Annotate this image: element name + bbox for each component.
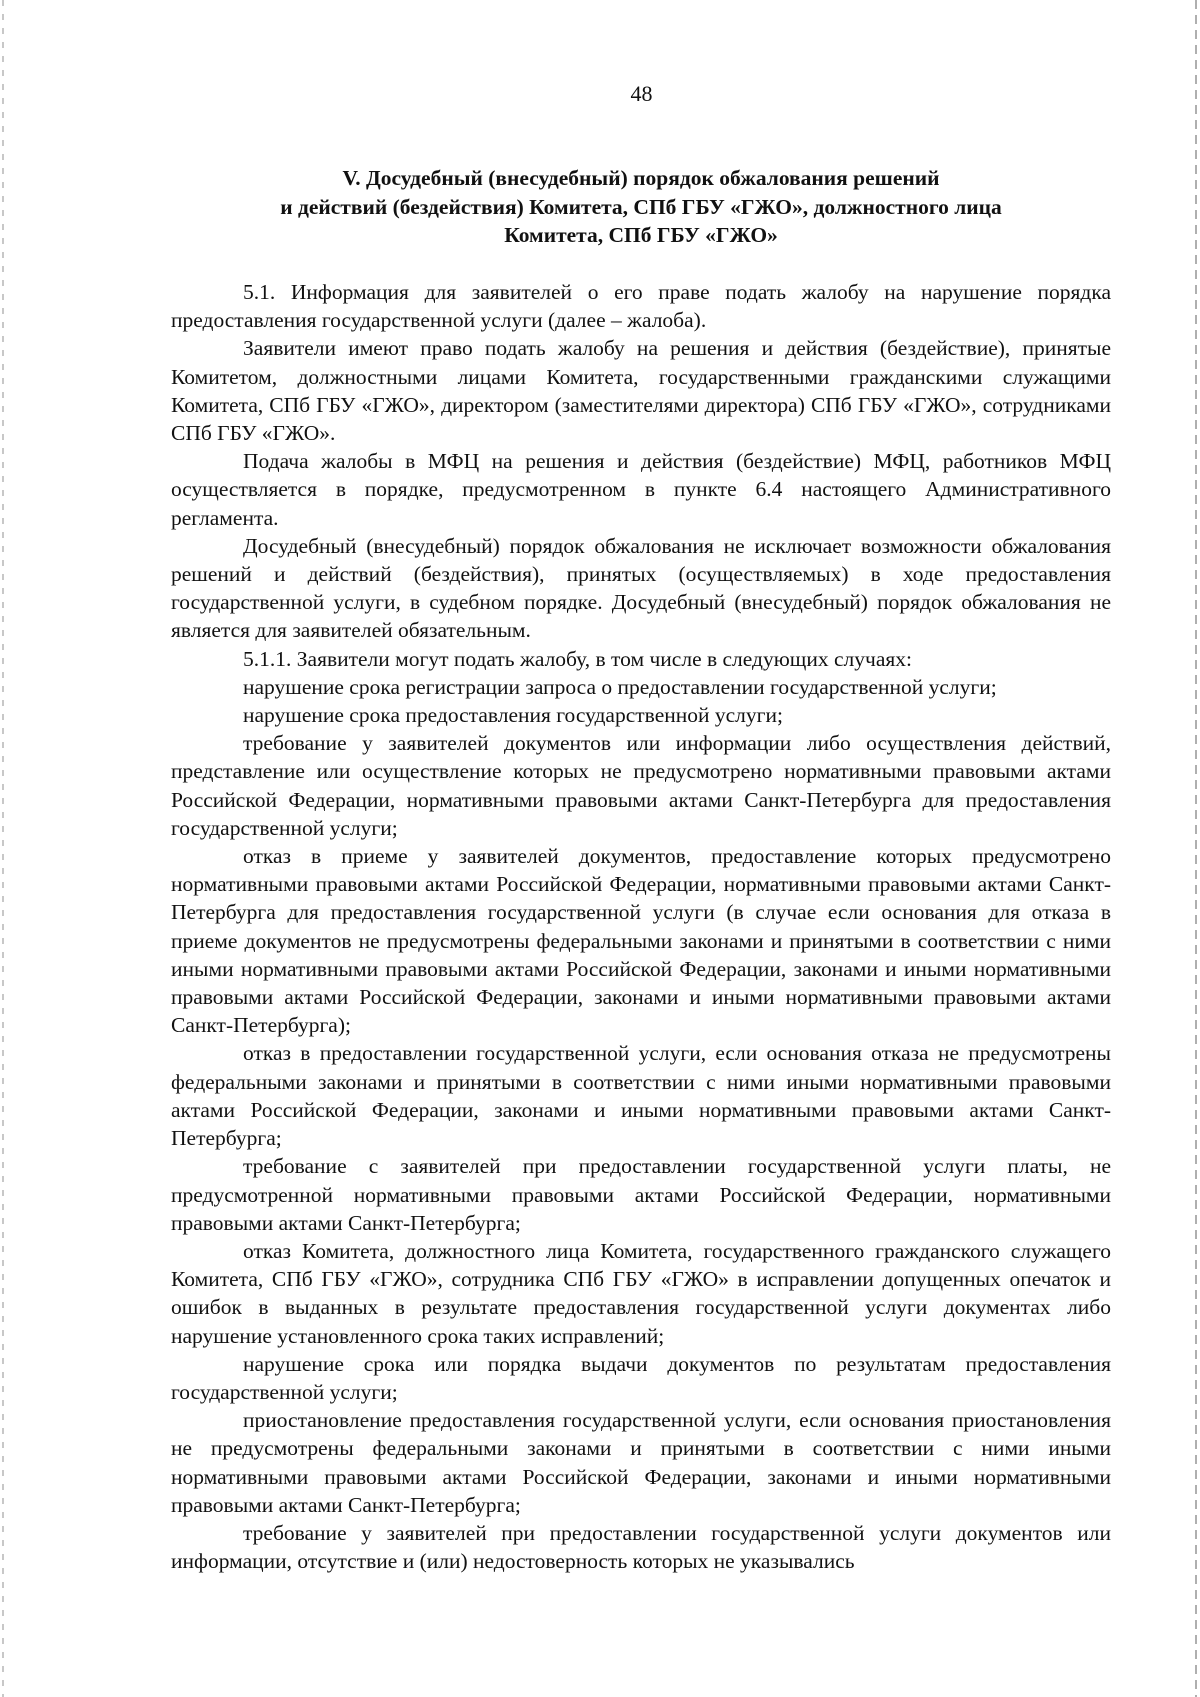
paragraph-mfc-complaint: Подача жалобы в МФЦ на решения и действия (бездействие) МФЦ, работников МФЦ осуществляется в порядке, предусмотренном в пункте 6.4 настоящего Административного регламента. <box>171 449 1111 530</box>
list-item-refusal-acceptance: отказ в приеме у заявителей документов, предоставление которых предусмотрено нормативными правовыми актами Российской Федерации, нормативными правовыми актами Санкт-Петербурга для предоставления государственной услуги (в случае если основания для отказа в приеме документов не предусмотрены федеральными законами и принятыми в соответствии с ними иными нормативными правовыми актами Российской Федерации, законами и иными нормативными правовыми актами Российской Федерации, законами и иными нормативными правовыми актами Санкт-Петербурга); <box>171 844 1111 1038</box>
paragraph-5-1-1: 5.1.1. Заявители могут подать жалобу, в том числе в следующих случаях: <box>243 646 912 671</box>
page-number: 48 <box>630 81 653 106</box>
list-item-fee-demand: требование с заявителей при предоставлении государственной услуги платы, не предусмотренной нормативными правовыми актами Российской Федерации, нормативными правовыми актами Санкт-Петербурга; <box>171 1154 1111 1235</box>
list-item-provision-term: нарушение срока предоставления государственной услуги; <box>243 703 783 728</box>
heading-line-2: и действий (бездействия) Комитета, СПб ГБУ «ГЖО», должностного лица <box>280 194 1002 219</box>
list-item-refusal-provision: отказ в предоставлении государственной услуги, если основания отказа не предусмотрены федеральными законами и принятыми в соответствии с ними иными нормативными правовыми актами Российской Федерации, законами и иными нормативными правовыми актами Санкт-Петербурга; <box>171 1041 1111 1151</box>
paragraph-judicial-procedure: Досудебный (внесудебный) порядок обжалования не исключает возможности обжалования решений и действий (бездействия), принятых (осуществляемых) в ходе предоставления государственной услуги, в судебном порядке. Досудебный (внесудебный) порядок обжалования не является для заявителей обязательным. <box>171 533 1111 643</box>
heading-line-3: Комитета, СПб ГБУ «ГЖО» <box>504 223 778 247</box>
scan-edge-right <box>1195 0 1197 1697</box>
section-heading <box>170 164 1112 250</box>
paragraph-right-to-complain: Заявители имеют право подать жалобу на решения и действия (бездействие), принятые Комитетом, должностными лицами Комитета, государственными гражданскими служащими Комитета, СПб ГБУ «ГЖО», директором (заместителями директора) СПб ГБУ «ГЖО», сотрудниками СПб ГБУ «ГЖО». <box>171 336 1111 446</box>
paragraph-5-1: 5.1. Информация для заявителей о его праве подать жалобу на нарушение порядка предоставления государственной услуги (далее – жалоба). <box>171 280 1111 333</box>
list-item-suspension: приостановление предоставления государственной услуги, если основания приостановления не предусмотрены федеральными законами и принятыми в соответствии с ними иными нормативными правовыми актами Российской Федерации, законами и иными нормативными правовыми актами Санкт-Петербурга; <box>171 1408 1111 1517</box>
list-item-issuance-violation: нарушение срока или порядка выдачи документов по результатам предоставления государственной услуги; <box>171 1351 1111 1404</box>
scan-edge-left <box>2 0 4 1697</box>
list-item-missing-documents: требование у заявителей при предоставлении государственной услуги документов или информации, отсутствие и (или) недостоверность которых не указывались <box>171 1520 1111 1574</box>
list-item-correction-refusal: отказ Комитета, должностного лица Комитета, государственного гражданского служащего Комитета, СПб ГБУ «ГЖО», сотрудника СПб ГБУ «ГЖО» в исправлении допущенных опечаток и ошибок в выданных в результате предоставления государственной услуги документах либо нарушение установленного срока таких исправлений; <box>171 1238 1111 1348</box>
document-body <box>171 278 1111 1575</box>
list-item-registration-term: нарушение срока регистрации запроса о предоставлении государственной услуги; <box>243 674 997 699</box>
list-item-document-demand: требование у заявителей документов или информации либо осуществления действий, представление или осуществление которых не предусмотрено нормативными правовыми актами Российской Федерации, нормативными правовыми актами Санкт-Петербурга для предоставления государственной услуги; <box>171 731 1111 840</box>
heading-line-1: V. Досудебный (внесудебный) порядок обжалования решений <box>342 166 940 190</box>
